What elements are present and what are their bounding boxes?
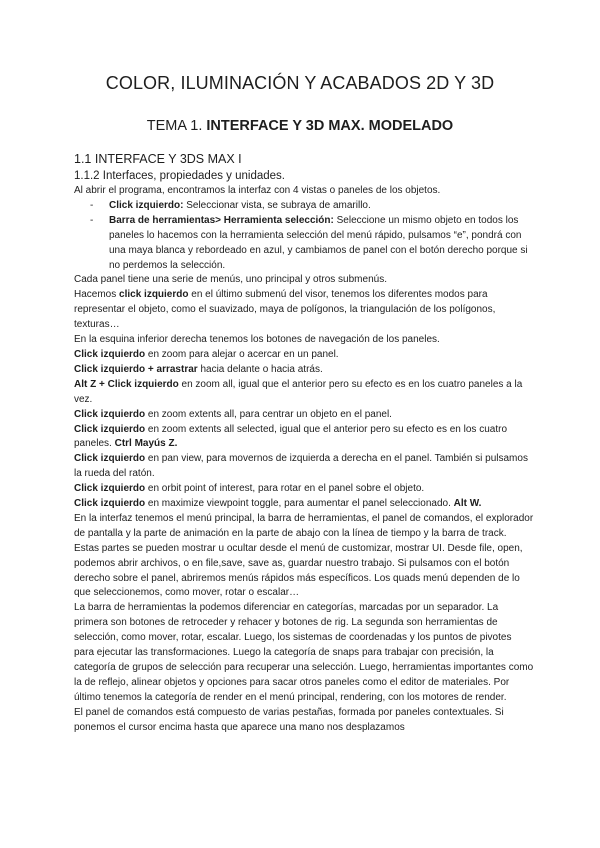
- list-item: [74, 199, 534, 214]
- paragraph-zoom-extents-selected: Click izquierdo en zoom extents all selected, igual que el anterior pero su efecto es en los cuatro paneles. Ctrl Mayús Z.: [74, 423, 508, 450]
- paragraph-interface: En la interfaz tenemos el menú principal, la barra de herramientas, el panel de comandos, el explorador de pantalla y la parte de animación en la parte de abajo con la línea de tiempo y la barra de track. Estas partes se pueden mostrar u ocultar desde el menú de customizar, mostrar UI. Desde file, open, podemos abrir archivos, o en file,save, save as, guardar nuestro trabajo. Si pulsamos con el botón derecho sobre el panel, abriremos menús rápidos más específicos. Los quads menú dependen de lo que seleccionemos, como mover, rotar o escalar…: [74, 512, 534, 599]
- paragraph-maximize: Click izquierdo en maximize viewpoint toggle, para aumentar el panel seleccionado. Alt W.: [74, 498, 482, 510]
- paragraph-view-modes: Hacemos click izquierdo en el último submenú del visor, tenemos los diferentes modos para representar el objeto, como el suavizado, maya de polígonos, la triangulación de los polígonos, texturas…: [74, 289, 496, 331]
- paragraph-zoom-extents: Click izquierdo en zoom extents all, para centrar un objeto en el panel.: [74, 408, 392, 420]
- paragraph-orbit: Click izquierdo en orbit point of interest, para rotar en el panel sobre el objeto.: [74, 483, 425, 495]
- topic-title: [0, 118, 600, 134]
- intro-paragraph: Al abrir el programa, encontramos la interfaz con 4 vistas o paneles de los objetos.: [74, 185, 441, 196]
- paragraph-navigation: En la esquina inferior derecha tenemos los botones de navegación de los paneles.: [74, 334, 440, 346]
- document-body: [74, 151, 534, 736]
- paragraph-command-panel: El panel de comandos está compuesto de varias pestañas, formada por paneles contextuales. Si ponemos el cursor encima hasta que aparece una mano nos desplazamos: [74, 706, 504, 733]
- topic-prefix: TEMA 1.: [146, 118, 207, 134]
- list-item-term: Click izquierdo:: [109, 199, 184, 211]
- paragraph-toolbar: La barra de herramientas la podemos diferenciar en categorías, marcadas por un separador. La primera son botones de retroceder y rehacer y botones de rig. La segunda son herramientas de selección, como mover, rotar, escalar. Luego, los sistemas de coordenadas y los puntos de pivotes para ejecutar las transformaciones. Luego la categoría de snaps para trabajar con precisión, la categoría de grupos de selección para recuperar una selección. Luego, herramientas importantes como la de reflejo, alinear objetos y opciones para sacar otros paneles como el editor de materiales. Por último tenemos la categoría de render en el menú principal, rendering, con los motores de render.: [74, 602, 534, 703]
- list-item-text: Seleccione un mismo objeto en todos los paneles lo hacemos con la herramienta selección del menú rápido, pulsamos “e”, pondrá con una maya blanca y rebordeado en azul, y cambiamos de panel con el botón derecho porque si no perdemos la selección.: [109, 214, 528, 271]
- document-title: COLOR, ILUMINACIÓN Y ACABADOS 2D Y 3D: [105, 73, 495, 93]
- dash-list: [74, 199, 534, 274]
- paragraph-zoom: Click izquierdo en zoom para alejar o acercar en un panel.: [74, 348, 339, 360]
- topic-name: INTERFACE Y 3D MAX. MODELADO: [206, 118, 454, 134]
- list-item-text: Seleccionar vista, se subraya de amarillo.: [183, 199, 371, 211]
- paragraph-pan: Click izquierdo en pan view, para movernos de izquierda a derecha en el panel. También si pulsamos la rueda del ratón.: [74, 453, 528, 480]
- paragraph-drag: Click izquierdo + arrastrar hacia delante o hacia atrás.: [74, 363, 323, 375]
- subsection-heading: 1.1.2 Interfaces, propiedades y unidades.: [74, 170, 285, 182]
- paragraph-panels: Cada panel tiene una serie de menús, uno principal y otros submenús.: [74, 274, 387, 286]
- list-item-term: Barra de herramientas> Herramienta selección:: [109, 214, 334, 226]
- paragraph-zoom-all: Alt Z + Click izquierdo en zoom all, igual que el anterior pero su efecto es en los cuatro paneles a la vez.: [74, 378, 523, 405]
- section-heading: 1.1 INTERFACE Y 3DS MAX I: [74, 152, 242, 166]
- list-item: [74, 214, 534, 274]
